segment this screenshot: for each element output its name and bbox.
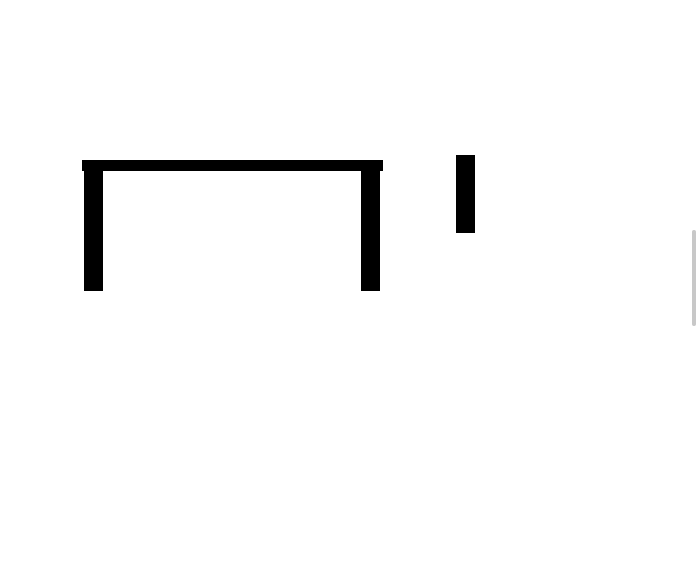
left-column xyxy=(84,171,103,291)
scrollbar[interactable] xyxy=(692,230,696,326)
cross-section xyxy=(456,155,475,233)
right-column xyxy=(361,171,380,291)
bridge-deck xyxy=(82,160,383,171)
